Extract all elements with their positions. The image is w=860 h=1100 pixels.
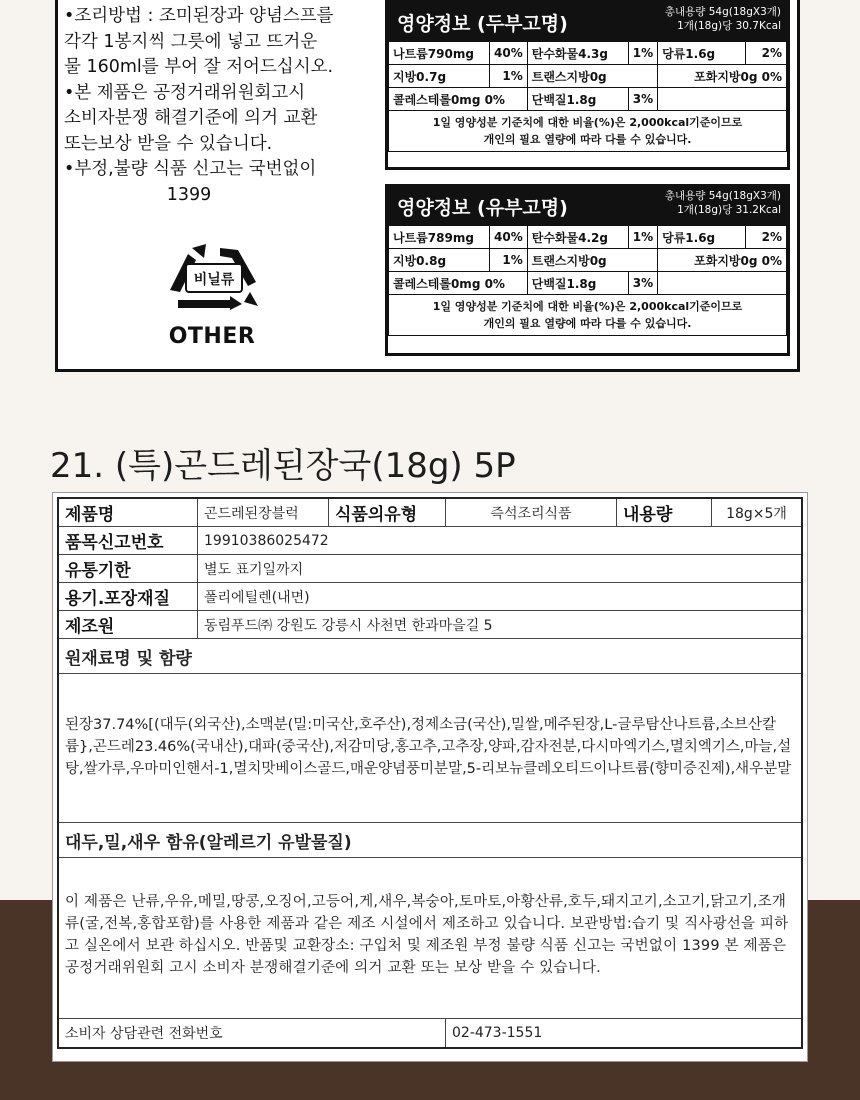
table-row: [58, 583, 802, 611]
table-row: [58, 555, 802, 583]
nutrition-serving: [665, 189, 781, 217]
nutrient-saturated-fat: 포화지방0g 0%: [658, 249, 787, 272]
product-section-title: 21. (특)곤드레된장국(18g) 5P: [50, 446, 516, 486]
nutrient-protein-pct: 3%: [628, 88, 657, 111]
table-row: [389, 65, 787, 88]
expiry-value: 별도 표기일까지: [198, 555, 803, 583]
table-row: [389, 111, 787, 152]
nutrient-fat-pct: 1%: [490, 249, 528, 272]
table-row: [58, 823, 802, 858]
empty-cell: [658, 272, 787, 295]
nutrient-saturated-fat: 포화지방0g 0%: [658, 65, 787, 88]
table-row: [58, 858, 802, 1019]
nutrient-sugar-pct: 2%: [745, 42, 786, 65]
instruction-line: •부정,불량 식품 신고는 국번없이: [64, 159, 317, 179]
table-row: [58, 639, 802, 674]
packaging-label: 용기.포장재질: [58, 583, 198, 611]
food-type-label: 식품의유형: [329, 498, 446, 527]
nutrient-protein: 단백질1.8g: [527, 88, 628, 111]
ingredients-heading: 원재료명 및 함량: [58, 639, 802, 674]
table-row: [389, 295, 787, 336]
table-row: [389, 42, 787, 65]
nutrition-table: [388, 41, 787, 152]
allergen-notice-text: 이 제품은 난류,우유,메밀,땅콩,오징어,고등어,게,새우,복숭아,토마토,아황산류,호두,돼지고기,소고기,닭고기,조개류(굴,전복,홍합포함)를 사용한 제품과 같은 제조 시설에서 제조하고 있습니다. 보관방법:습기 및 직사광선을 피하고 실온에서 보관 하십시오. 반품및 교환장소: 구입처 및 제조원 부정 불량 식품 신고는 국번없이 1399 본 제품은 공정거래위원회 고시 소비자 분쟁해결기준에 의거 교환 또는 보상 받을 수 있습니다.: [58, 858, 802, 1019]
table-row: [58, 674, 802, 823]
instruction-line: 1399: [166, 184, 212, 205]
empty-cell: [658, 88, 787, 111]
nutrient-fat-pct: 1%: [490, 65, 528, 88]
instruction-line: 각각 1봉지씩 그릇에 넣고 뜨거운: [64, 31, 318, 52]
nutrient-sodium: 나트륨789mg: [389, 226, 490, 249]
serving-per-unit: 1개(18g)당 31.2Kcal: [677, 204, 781, 216]
instruction-line: 또는보상 받을 수 있습니다.: [64, 133, 273, 154]
table-row: [58, 498, 802, 527]
table-row: [58, 1019, 802, 1049]
report-number-value: 19910386025472: [198, 527, 803, 555]
nutrient-cholesterol: 콜레스테롤0mg 0%: [389, 272, 528, 295]
nutrient-protein: 단백질1.8g: [527, 272, 628, 295]
recycle-icon: [158, 240, 268, 310]
manufacturer-value: 동림푸드㈜ 강원도 강릉시 사천면 한과마을길 5: [198, 611, 803, 639]
expiry-label: 유통기한: [58, 555, 198, 583]
packaging-value: 폴리에틸렌(내면): [198, 583, 803, 611]
instruction-line: 물 160ml를 부어 잘 저어드십시오.: [64, 57, 334, 77]
product-info-table: [57, 497, 803, 1049]
nutrient-carbs: 탄수화물4.2g: [527, 226, 628, 249]
nutrient-sugar: 당류1.6g: [658, 42, 745, 65]
nutrient-carbs: 탄수화물4.3g: [527, 42, 628, 65]
nutrient-carbs-pct: 1%: [628, 226, 657, 249]
table-row: [389, 249, 787, 272]
nutrition-note: [389, 295, 787, 336]
volume-value: 18g×5개: [712, 498, 803, 527]
nutrient-protein-pct: 3%: [628, 272, 657, 295]
nutrition-table: [388, 225, 787, 336]
nutrient-sodium-pct: 40%: [490, 226, 528, 249]
product-info-card: [52, 492, 808, 1062]
serving-total: 총내용량 54g(18gX3개): [664, 190, 781, 202]
nutrition-note: [389, 111, 787, 152]
allergen-heading: 대두,밀,새우 함유(알레르기 유발물질): [58, 823, 802, 858]
nutrient-sodium: 나트륨790mg: [389, 42, 490, 65]
manufacturer-label: 제조원: [58, 611, 198, 639]
nutrient-sodium-pct: 40%: [490, 42, 528, 65]
serving-total: 총내용량 54g(18gX3개): [664, 6, 781, 18]
food-type-value: 즉석조리식품: [446, 498, 617, 527]
recycle-material-label: 비닐류: [193, 272, 235, 288]
product-name-value: 곤드레된장블럭: [198, 498, 329, 527]
nutrition-facts-tofu: [385, 0, 790, 170]
nutrient-carbs-pct: 1%: [628, 42, 657, 65]
table-row: [389, 272, 787, 295]
nutrition-header: [388, 187, 787, 225]
instruction-line: •조리방법 : 조미된장과 양념스프를: [64, 6, 334, 26]
report-number-label: 품목신고번호: [58, 527, 198, 555]
nutrient-trans-fat: 트랜스지방0g: [527, 65, 657, 88]
product-name-label: 제품명: [58, 498, 198, 527]
nutrition-title: 영양정보 (두부고명): [397, 13, 568, 35]
nutrition-note-line: 개인의 필요 열량에 따라 다를 수 있습니다.: [483, 133, 692, 146]
nutrition-header: [388, 3, 787, 41]
table-row: [389, 226, 787, 249]
nutrient-sugar-pct: 2%: [745, 226, 786, 249]
cooking-instructions: [64, 4, 384, 208]
nutrition-title: 영양정보 (유부고명): [397, 197, 568, 219]
serving-per-unit: 1개(18g)당 30.7Kcal: [677, 20, 781, 32]
instruction-line: •본 제품은 공정거래위원회고시: [64, 82, 306, 103]
nutrition-note-line: 1일 영양성분 기준치에 대한 비율(%)은 2,000kcal기준이므로: [432, 300, 743, 313]
ingredients-text: 된장37.74%[(대두(외국산),소맥분(밀:미국산,호주산),정제소금(국산),밀쌀,메주된장,L-글루탐산나트륨,소브산칼륨},곤드레23.46%(국내산),대파(중국산),저감미당,홍고추,고추장,양파,감자전분,다시마엑기스,멸치엑기스,마늘,설탕,쌀가루,우마미인핸서-1,멸치맛베이스골드,매운양념풍미분말,5-리보뉴클레오티드이나트륨(향미증진제),새우분말: [58, 674, 802, 823]
table-row: [389, 88, 787, 111]
consumer-phone-label: 소비자 상담관련 전화번호: [58, 1019, 446, 1049]
nutrient-trans-fat: 트랜스지방0g: [527, 249, 657, 272]
table-row: [58, 527, 802, 555]
nutrient-fat: 지방0.7g: [389, 65, 490, 88]
nutrient-fat: 지방0.8g: [389, 249, 490, 272]
table-row: [58, 611, 802, 639]
nutrient-sugar: 당류1.6g: [658, 226, 745, 249]
consumer-phone-value: 02-473-1551: [446, 1019, 803, 1049]
nutrition-serving: [665, 5, 781, 33]
recycle-other-label: OTHER: [168, 324, 256, 349]
nutrition-note-line: 개인의 필요 열량에 따라 다를 수 있습니다.: [483, 317, 692, 330]
nutrition-note-line: 1일 영양성분 기준치에 대한 비율(%)은 2,000kcal기준이므로: [432, 116, 743, 129]
nutrient-cholesterol: 콜레스테롤0mg 0%: [389, 88, 528, 111]
nutrition-facts-fried-tofu: [385, 184, 790, 356]
package-label-panel: [55, 0, 800, 372]
instruction-line: 소비자분쟁 해결기준에 의거 교환: [64, 108, 318, 128]
volume-label: 내용량: [617, 498, 712, 527]
